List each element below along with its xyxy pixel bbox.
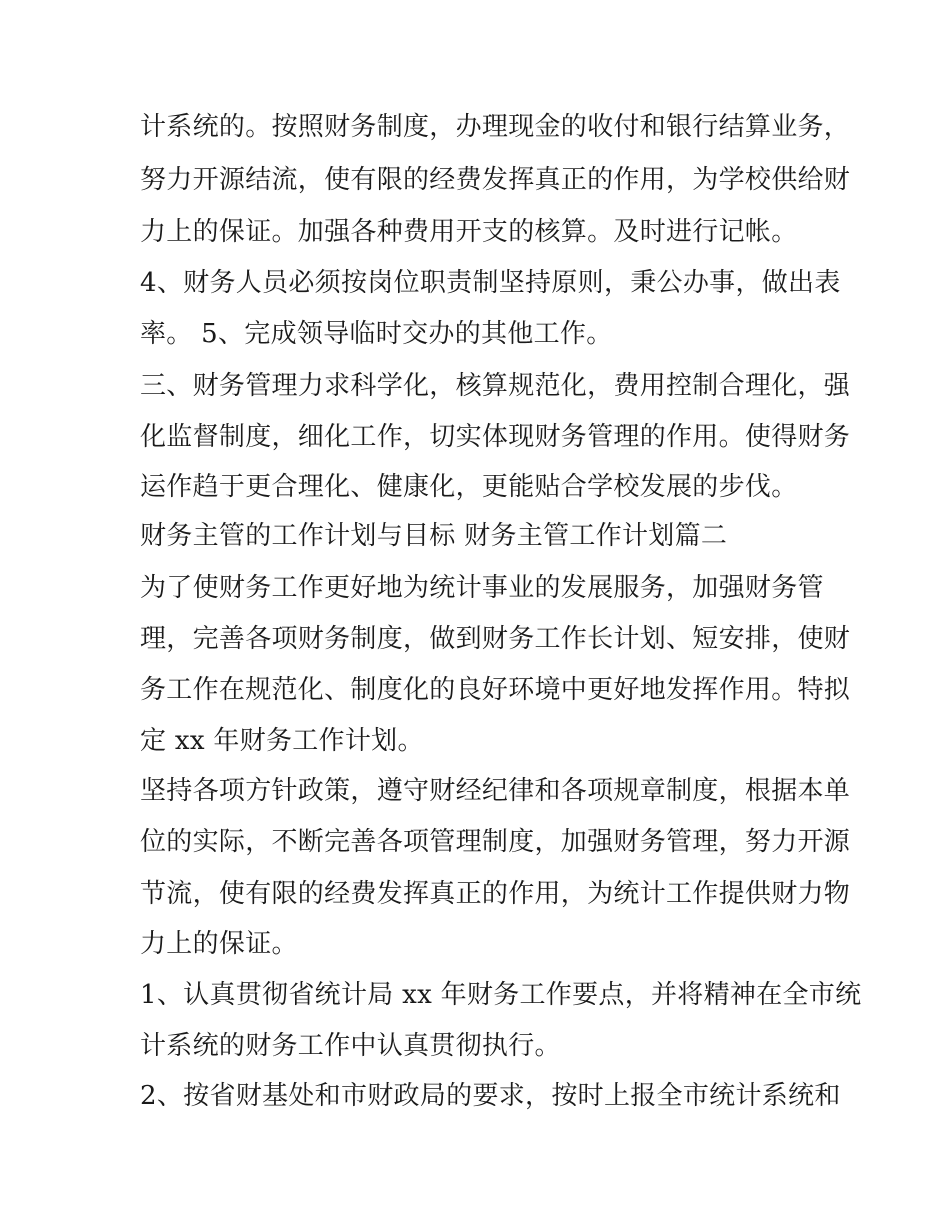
text-line: 努力开源结流，使有限的经费发挥真正的作用，为学校供给财 — [140, 165, 851, 195]
text-line: 力上的保证。加强各种费用开支的核算。及时进行记帐。 — [140, 217, 798, 247]
text-line: 运作趋于更合理化、健康化，更能贴合学校发展的步伐。 — [140, 472, 798, 502]
text-line: 三、财务管理力求科学化，核算规范化，费用控制合理化，强 — [140, 371, 851, 401]
text-line: 2、按省财基处和市财政局的要求，按时上报全市统计系统和 — [140, 1081, 841, 1111]
text-line: 位的实际，不断完善各项管理制度，加强财务管理，努力开源 — [140, 827, 851, 857]
text-line: 化监督制度，细化工作，切实体现财务管理的作用。使得财务 — [140, 422, 851, 452]
text-line: 率。 5、完成领导临时交办的其他工作。 — [140, 319, 613, 349]
text-line: 计系统的财务工作中认真贯彻执行。 — [140, 1031, 561, 1061]
text-line: 4、财务人员必须按岗位职责制坚持原则，秉公办事，做出表 — [140, 268, 841, 298]
text-line: 为了使财务工作更好地为统计事业的发展服务，加强财务管 — [140, 573, 824, 603]
text-line: 定 xx 年财务工作计划。 — [140, 726, 424, 756]
text-line: 节流，使有限的经费发挥真正的作用，为统计工作提供财力物 — [140, 879, 851, 909]
text-line: 计系统的。按照财务制度，办理现金的收付和银行结算业务， — [140, 112, 851, 142]
text-line: 力上的保证。 — [140, 929, 298, 959]
text-line: 理，完善各项财务制度，做到财务工作长计划、短安排，使财 — [140, 624, 851, 654]
text-line: 坚持各项方针政策，遵守财经纪律和各项规章制度，根据本单 — [140, 776, 851, 806]
section-heading: 财务主管的工作计划与目标 财务主管工作计划篇二 — [140, 521, 728, 551]
text-line: 1、认真贯彻省统计局 xx 年财务工作要点，并将精神在全市统 — [140, 980, 862, 1010]
text-line: 务工作在规范化、制度化的良好环境中更好地发挥作用。特拟 — [140, 675, 851, 705]
